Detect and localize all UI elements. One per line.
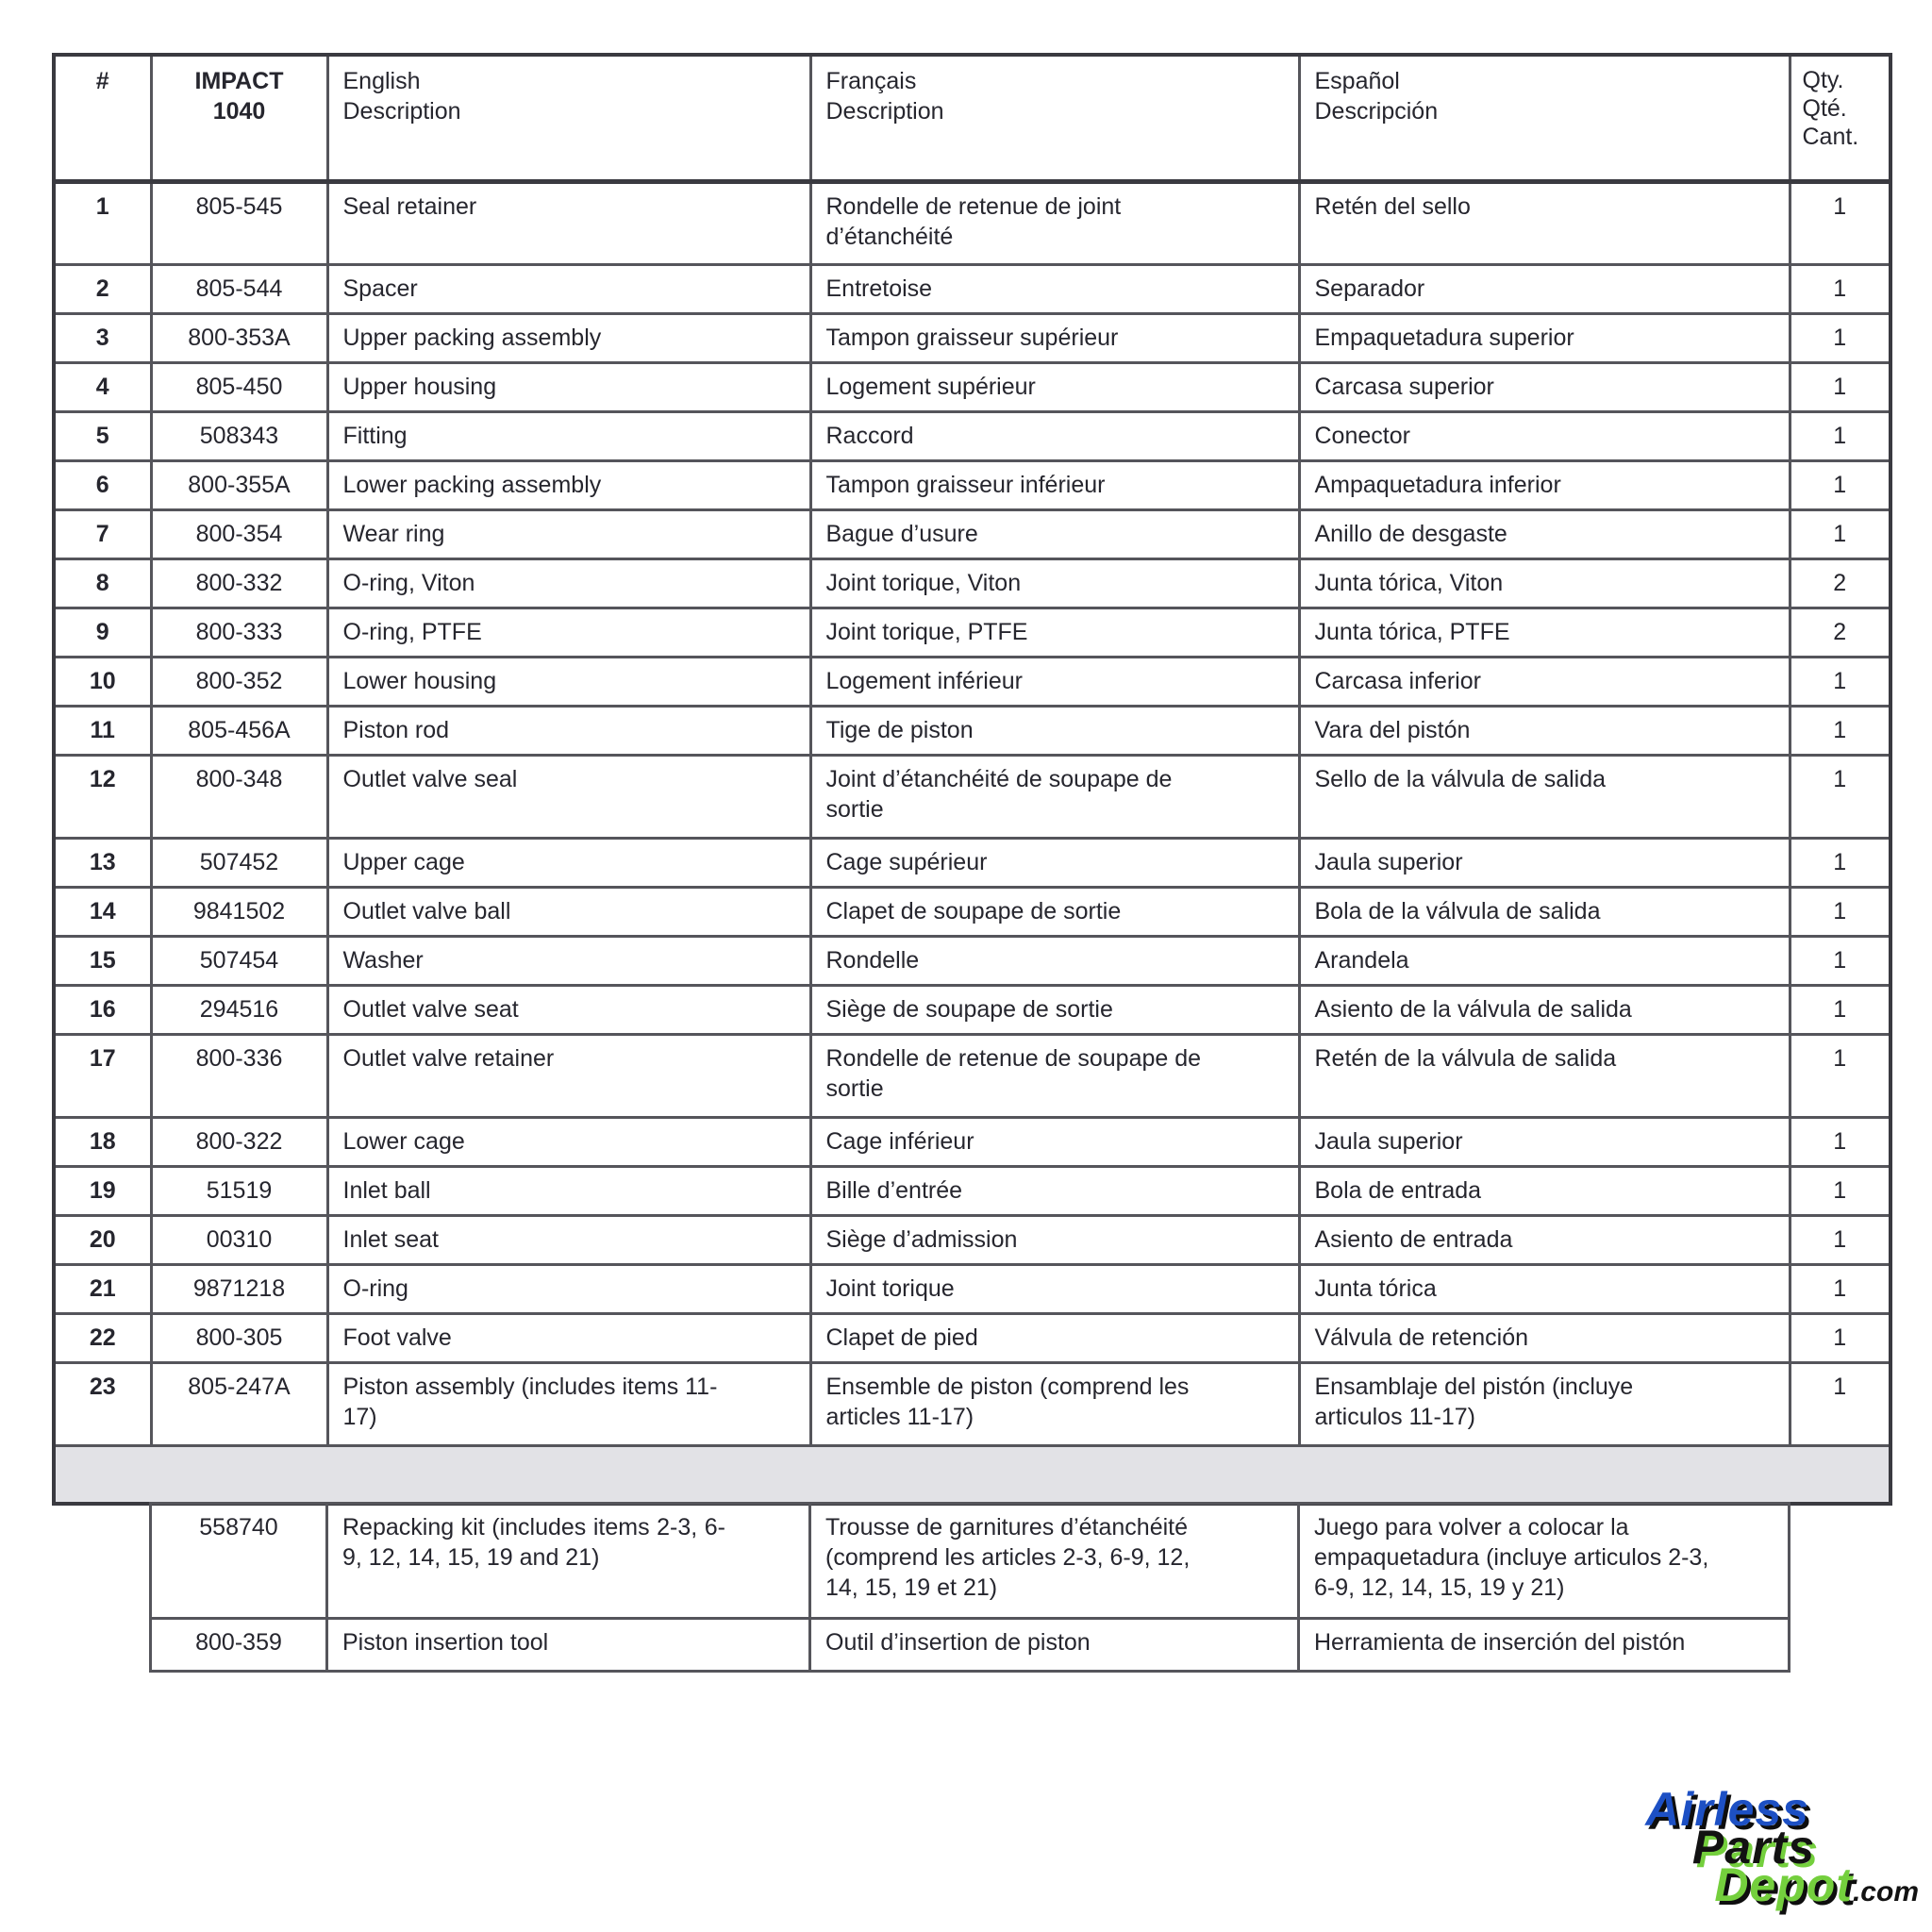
airless-parts-depot-logo xyxy=(1645,1783,1919,1911)
french-cell: Joint torique xyxy=(810,1264,1299,1313)
parts-table xyxy=(52,53,1892,1506)
spanish-cell: Vara del pistón xyxy=(1299,706,1790,755)
qty-cell: 1 xyxy=(1790,1362,1890,1445)
french-cell: Entretoise xyxy=(810,264,1299,313)
qty-cell: 1 xyxy=(1790,1117,1890,1166)
part-number-cell: 507454 xyxy=(151,936,327,985)
row-number-cell: 15 xyxy=(54,936,151,985)
row-number-cell: 1 xyxy=(54,181,151,264)
french-cell: Logement supérieur xyxy=(810,362,1299,411)
header-line: English xyxy=(342,68,421,94)
part-number-cell: 805-544 xyxy=(151,264,327,313)
table-row xyxy=(54,181,1890,264)
french-cell: Cage inférieur xyxy=(810,1117,1299,1166)
spanish-cell: Válvula de retención xyxy=(1299,1313,1790,1362)
spanish-cell: Junta tórica, Viton xyxy=(1299,558,1790,608)
english-cell: Fitting xyxy=(327,411,810,460)
part-number-cell: 800-354 xyxy=(151,509,327,558)
table-row xyxy=(54,1034,1890,1117)
french-cell: Logement inférieur xyxy=(810,657,1299,706)
french-cell: Tampon graisseur inférieur xyxy=(810,460,1299,509)
spanish-cell: Ensamblaje del pistón (incluye articulos 11-17) xyxy=(1299,1362,1790,1445)
french-cell: Bague d’usure xyxy=(810,509,1299,558)
part-number-cell: 9871218 xyxy=(151,1264,327,1313)
header-spanish xyxy=(1299,55,1790,181)
separator-row xyxy=(54,1445,1890,1504)
part-number-cell: 294516 xyxy=(151,985,327,1034)
part-number-cell: 558740 xyxy=(151,1504,327,1619)
row-number-cell: 18 xyxy=(54,1117,151,1166)
logo-com-suffix: .com xyxy=(1852,1876,1919,1907)
french-cell: Siège d’admission xyxy=(810,1215,1299,1264)
english-cell: Lower cage xyxy=(327,1117,810,1166)
english-cell: Piston insertion tool xyxy=(327,1619,810,1672)
row-number-cell: 17 xyxy=(54,1034,151,1117)
row-number-cell: 2 xyxy=(54,264,151,313)
header-english xyxy=(327,55,810,181)
english-cell: Outlet valve ball xyxy=(327,887,810,936)
part-number-cell: 800-348 xyxy=(151,755,327,838)
spanish-cell: Empaquetadura superior xyxy=(1299,313,1790,362)
header-line: Français xyxy=(825,68,917,94)
qty-cell: 1 xyxy=(1790,460,1890,509)
table-row xyxy=(54,608,1890,657)
spanish-cell: Bola de la válvula de salida xyxy=(1299,887,1790,936)
english-cell: Spacer xyxy=(327,264,810,313)
qty-cell: 1 xyxy=(1790,411,1890,460)
qty-cell: 1 xyxy=(1790,264,1890,313)
table-row xyxy=(54,313,1890,362)
header-line: Description xyxy=(342,98,461,125)
qty-cell: 1 xyxy=(1790,1264,1890,1313)
english-cell: O-ring, Viton xyxy=(327,558,810,608)
qty-cell: 2 xyxy=(1790,558,1890,608)
part-number-cell: 805-456A xyxy=(151,706,327,755)
spanish-cell: Carcasa superior xyxy=(1299,362,1790,411)
french-cell: Raccord xyxy=(810,411,1299,460)
english-cell: Upper packing assembly xyxy=(327,313,810,362)
english-cell: O-ring xyxy=(327,1264,810,1313)
header-part-number xyxy=(151,55,327,181)
header-qty xyxy=(1790,55,1890,181)
table-row xyxy=(54,1117,1890,1166)
spanish-cell: Junta tórica xyxy=(1299,1264,1790,1313)
row-number-cell: 19 xyxy=(54,1166,151,1215)
spanish-cell: Jaula superior xyxy=(1299,1117,1790,1166)
row-number-cell: 8 xyxy=(54,558,151,608)
part-number-cell: 800-332 xyxy=(151,558,327,608)
french-cell: Rondelle de retenue de joint d’étanchéité xyxy=(810,181,1299,264)
part-number-cell: 800-352 xyxy=(151,657,327,706)
spanish-cell: Carcasa inferior xyxy=(1299,657,1790,706)
qty-cell: 1 xyxy=(1790,362,1890,411)
table-row xyxy=(54,985,1890,1034)
english-cell: O-ring, PTFE xyxy=(327,608,810,657)
table-row xyxy=(151,1504,1790,1619)
header-line: 1040 xyxy=(212,98,266,125)
row-number-cell: 12 xyxy=(54,755,151,838)
row-number-cell: 20 xyxy=(54,1215,151,1264)
logo-word-airless: Airless xyxy=(1645,1783,1809,1836)
french-cell: Cage supérieur xyxy=(810,838,1299,887)
french-cell: Joint d’étanchéité de soupape de sortie xyxy=(810,755,1299,838)
spanish-cell: Ampaquetadura inferior xyxy=(1299,460,1790,509)
english-cell: Lower housing xyxy=(327,657,810,706)
separator-bar xyxy=(54,1445,1890,1504)
table-row xyxy=(54,1313,1890,1362)
spanish-cell: Separador xyxy=(1299,264,1790,313)
french-cell: Tige de piston xyxy=(810,706,1299,755)
header-line: Español xyxy=(1314,68,1400,94)
row-number-cell: 14 xyxy=(54,887,151,936)
row-number-cell: 7 xyxy=(54,509,151,558)
header-line: Descripción xyxy=(1314,98,1439,125)
spanish-cell: Herramienta de inserción del pistón xyxy=(1299,1619,1790,1672)
spanish-cell: Asiento de entrada xyxy=(1299,1215,1790,1264)
table-row xyxy=(54,936,1890,985)
row-number-cell: 21 xyxy=(54,1264,151,1313)
part-number-cell: 51519 xyxy=(151,1166,327,1215)
french-cell: Ensemble de piston (comprend les articles 11-17) xyxy=(810,1362,1299,1445)
part-number-cell: 00310 xyxy=(151,1215,327,1264)
row-number-cell: 10 xyxy=(54,657,151,706)
spanish-cell: Anillo de desgaste xyxy=(1299,509,1790,558)
english-cell: Upper cage xyxy=(327,838,810,887)
qty-cell: 1 xyxy=(1790,657,1890,706)
kits-table xyxy=(149,1502,1790,1673)
header-row xyxy=(54,55,1890,181)
part-number-cell: 800-333 xyxy=(151,608,327,657)
row-number-cell: 16 xyxy=(54,985,151,1034)
part-number-cell: 800-359 xyxy=(151,1619,327,1672)
english-cell: Inlet seat xyxy=(327,1215,810,1264)
spanish-cell: Juego para volver a colocar la empaquetadura (incluye articulos 2-3, 6-9, 12, 14, 15, 19 y 21) xyxy=(1299,1504,1790,1619)
header-line: IMPACT xyxy=(194,68,284,94)
english-cell: Washer xyxy=(327,936,810,985)
spanish-cell: Retén de la válvula de salida xyxy=(1299,1034,1790,1117)
part-number-cell: 805-545 xyxy=(151,181,327,264)
english-cell: Lower packing assembly xyxy=(327,460,810,509)
qty-cell: 1 xyxy=(1790,706,1890,755)
english-cell: Repacking kit (includes items 2-3, 6-9, 12, 14, 15, 19 and 21) xyxy=(327,1504,810,1619)
part-number-cell: 800-355A xyxy=(151,460,327,509)
french-cell: Siège de soupape de sortie xyxy=(810,985,1299,1034)
table-row xyxy=(54,706,1890,755)
table-row xyxy=(54,411,1890,460)
qty-cell: 1 xyxy=(1790,181,1890,264)
french-cell: Tampon graisseur supérieur xyxy=(810,313,1299,362)
part-number-cell: 800-353A xyxy=(151,313,327,362)
table-row xyxy=(151,1619,1790,1672)
qty-cell: 1 xyxy=(1790,509,1890,558)
row-number-cell: 5 xyxy=(54,411,151,460)
part-number-cell: 507452 xyxy=(151,838,327,887)
spanish-cell: Jaula superior xyxy=(1299,838,1790,887)
qty-cell: 1 xyxy=(1790,1166,1890,1215)
logo-word-parts: Parts xyxy=(1691,1821,1815,1874)
qty-cell: 1 xyxy=(1790,755,1890,838)
row-number-cell: 23 xyxy=(54,1362,151,1445)
spanish-cell: Retén del sello xyxy=(1299,181,1790,264)
qty-cell: 1 xyxy=(1790,936,1890,985)
table-row xyxy=(54,1362,1890,1445)
header-line: Description xyxy=(825,98,944,125)
table-row xyxy=(54,509,1890,558)
part-number-cell: 800-336 xyxy=(151,1034,327,1117)
english-cell: Wear ring xyxy=(327,509,810,558)
header-line: Qty. xyxy=(1802,67,1844,93)
english-cell: Outlet valve retainer xyxy=(327,1034,810,1117)
part-number-cell: 800-305 xyxy=(151,1313,327,1362)
row-number-cell: 9 xyxy=(54,608,151,657)
spanish-cell: Arandela xyxy=(1299,936,1790,985)
english-cell: Piston rod xyxy=(327,706,810,755)
french-cell: Outil d’insertion de piston xyxy=(810,1619,1299,1672)
header-number: # xyxy=(54,55,151,181)
table-row xyxy=(54,1166,1890,1215)
header-line: Qté. xyxy=(1802,95,1847,122)
english-cell: Outlet valve seal xyxy=(327,755,810,838)
english-cell: Piston assembly (includes items 11-17) xyxy=(327,1362,810,1445)
qty-cell: 1 xyxy=(1790,1313,1890,1362)
french-cell: Clapet de soupape de sortie xyxy=(810,887,1299,936)
logo-word-depot: Depot.com xyxy=(1714,1858,1919,1911)
french-cell: Rondelle xyxy=(810,936,1299,985)
qty-cell: 1 xyxy=(1790,887,1890,936)
header-french xyxy=(810,55,1299,181)
qty-cell: 1 xyxy=(1790,838,1890,887)
qty-cell: 1 xyxy=(1790,985,1890,1034)
part-number-cell: 800-322 xyxy=(151,1117,327,1166)
row-number-cell: 3 xyxy=(54,313,151,362)
row-number-cell: 11 xyxy=(54,706,151,755)
french-cell: Bille d’entrée xyxy=(810,1166,1299,1215)
qty-cell: 1 xyxy=(1790,313,1890,362)
english-cell: Upper housing xyxy=(327,362,810,411)
row-number-cell: 13 xyxy=(54,838,151,887)
spanish-cell: Conector xyxy=(1299,411,1790,460)
table-row xyxy=(54,838,1890,887)
part-number-cell: 805-247A xyxy=(151,1362,327,1445)
french-cell: Rondelle de retenue de soupape de sortie xyxy=(810,1034,1299,1117)
qty-cell: 2 xyxy=(1790,608,1890,657)
french-cell: Joint torique, PTFE xyxy=(810,608,1299,657)
french-cell: Joint torique, Viton xyxy=(810,558,1299,608)
row-number-cell: 6 xyxy=(54,460,151,509)
part-number-cell: 805-450 xyxy=(151,362,327,411)
table-row xyxy=(54,460,1890,509)
part-number-cell: 508343 xyxy=(151,411,327,460)
row-number-cell: 22 xyxy=(54,1313,151,1362)
table-row xyxy=(54,558,1890,608)
english-cell: Inlet ball xyxy=(327,1166,810,1215)
table-row xyxy=(54,1215,1890,1264)
spanish-cell: Bola de entrada xyxy=(1299,1166,1790,1215)
qty-cell: 1 xyxy=(1790,1215,1890,1264)
row-number-cell: 4 xyxy=(54,362,151,411)
qty-cell: 1 xyxy=(1790,1034,1890,1117)
header-line: Cant. xyxy=(1802,124,1859,150)
spanish-cell: Junta tórica, PTFE xyxy=(1299,608,1790,657)
table-row xyxy=(54,887,1890,936)
table-row xyxy=(54,362,1890,411)
table-row xyxy=(54,264,1890,313)
english-cell: Foot valve xyxy=(327,1313,810,1362)
english-cell: Outlet valve seat xyxy=(327,985,810,1034)
french-cell: Clapet de pied xyxy=(810,1313,1299,1362)
spanish-cell: Sello de la válvula de salida xyxy=(1299,755,1790,838)
part-number-cell: 9841502 xyxy=(151,887,327,936)
table-row xyxy=(54,657,1890,706)
table-row xyxy=(54,1264,1890,1313)
french-cell: Trousse de garnitures d’étanchéité (comprend les articles 2-3, 6-9, 12, 14, 15, 19 et 21) xyxy=(810,1504,1299,1619)
english-cell: Seal retainer xyxy=(327,181,810,264)
spanish-cell: Asiento de la válvula de salida xyxy=(1299,985,1790,1034)
table-row xyxy=(54,755,1890,838)
